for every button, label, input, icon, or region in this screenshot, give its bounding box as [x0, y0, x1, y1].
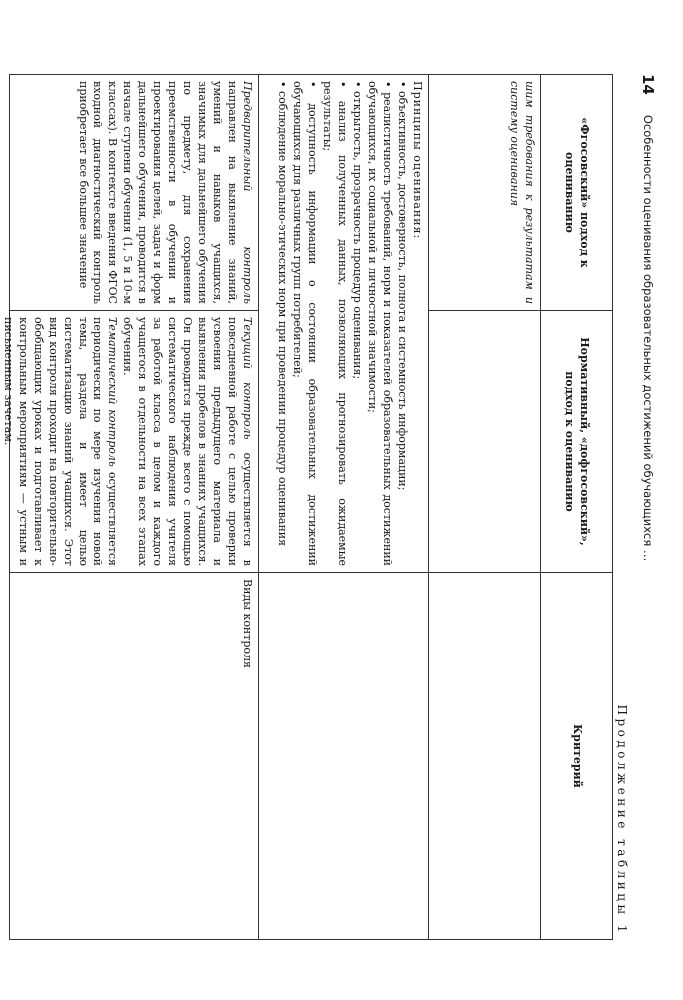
principle-item: • реалистичность требований, норм и показателей образовательных достижений обучающихся, их социальной и личностной значимости; — [364, 81, 394, 566]
principles-title: Принципы оценивания: — [411, 81, 424, 240]
preliminary-control-text: направлен на выявление знаний, умений и навыков учащихся, значимых для дальнейшего обучения по предмету, для сохранения преемственности в обучении и проектирования целей, задач и форм дальнейшего обучения, проводится в начале ступени обучения (1, 5 и 10-м классах). В контексте введения ФГОС входной диагностический контроль приобретает все большее значение — [76, 81, 240, 304]
principle-item: • доступность информации о состоянии образовательных достижений обучающихся для различных групп потребителей; — [289, 81, 319, 566]
row1-fgos: шим требования к результатам и систему оценивания — [428, 75, 540, 311]
row1-criterion — [428, 573, 540, 939]
header-fgos: «Фгосовский» подход к оцениванию — [540, 75, 612, 311]
thematic-control-text: осуществляется периодически по мере изучения новой темы, раздела и имеет целью систематизацию знаний учащихся. Этот вид контроля проходит на повторительно-обобщающих уроках и подготавливает к контрольным мероприятиям — устным и письменным зачетам. — [1, 317, 120, 566]
page-number: 14 — [639, 74, 657, 95]
principle-item: • соблюдение морально-этических норм при проведении процедур оценивания — [274, 81, 289, 566]
running-head — [635, 74, 661, 974]
principle-item: • объективность, достоверность, полнота и системность информации; — [394, 81, 409, 566]
row1-normative — [428, 311, 540, 573]
header-normative: Нормативный, «дофгосовский», подход к оцениванию — [540, 311, 612, 573]
principle-item: • анализ полученных данных, позволяющих прогнозировать ожидаемые результаты; — [319, 81, 349, 566]
row3-normative — [1, 311, 258, 573]
principles-list — [274, 81, 409, 566]
current-control-text: осуществляется в повседневной работе с целью проверки усвоения предыдущего материала и выявления пробелов в знаниях учащихся. Он проводится прежде всего с помощью систематического наблюдения учителя за работой класса в целом и каждого учащегося в отдельности на всех этапах обучения. — [121, 317, 254, 566]
running-title: Особенности оценивания образовательных достижений обучающихся … — [641, 114, 655, 562]
table-caption: Продолжение таблицы 1 — [615, 704, 629, 936]
row3-fgos — [10, 75, 258, 311]
thematic-control-term: Тематический контроль — [106, 317, 120, 467]
comparison-table — [1, 74, 613, 940]
current-control-term: Текущий контроль — [241, 317, 254, 440]
preliminary-control-term: Предварительный контроль — [241, 81, 254, 304]
header-criterion: Критерий — [540, 573, 612, 939]
row2-criterion — [258, 573, 428, 939]
row3-criterion: Виды контроля — [241, 579, 254, 668]
row2-principles — [258, 75, 428, 573]
principle-item: • открытость, прозрачность процедур оценивания; — [349, 81, 364, 566]
